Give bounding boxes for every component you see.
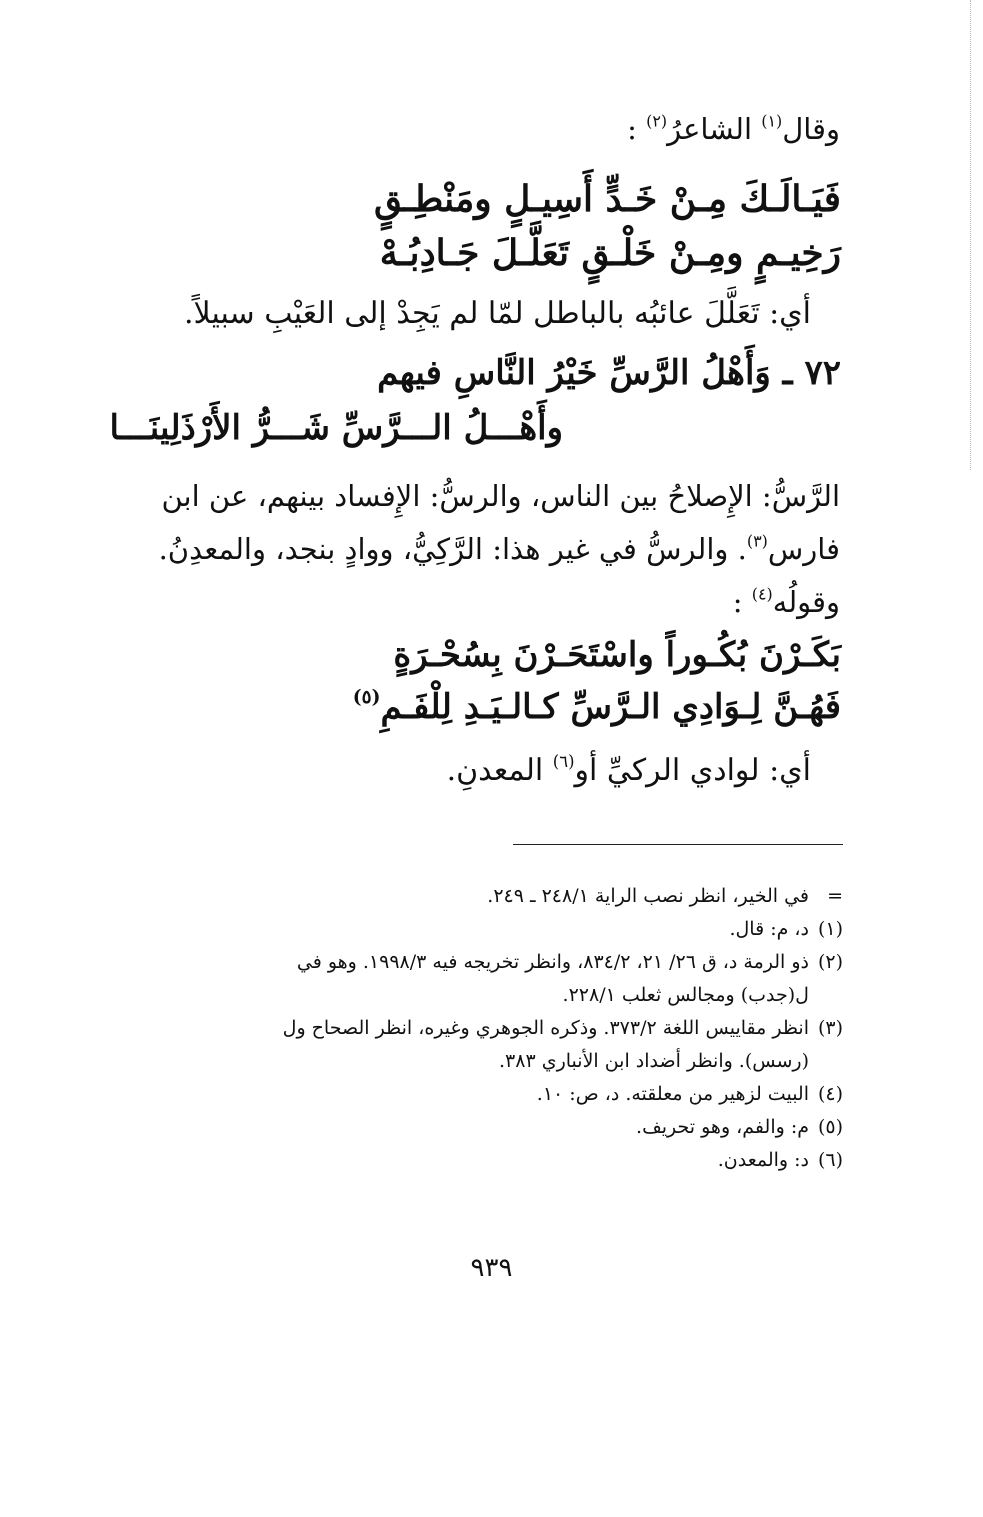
commentary-paragraph <box>140 470 840 629</box>
footnote-row: م: والفم، وهو تحريف. <box>636 1116 809 1138</box>
footnote-number: (٤) <box>817 1083 843 1105</box>
verse-2-first-hemistich: بَكَـرْنَ بُكُـوراً واسْتَحَـرْنَ بِسُحْـرَةٍ <box>393 635 841 675</box>
footnote-text <box>138 1078 809 1111</box>
commentary-row-3-start: وقولُه <box>772 585 840 619</box>
footnote-row: ذو الرمة د، ق ٢٦/ ٢١، ٨٣٤/٢، وانظر تخريجه فيه ١٩٩٨/٣. وهو في <box>296 951 809 973</box>
entry-72-first-hemistich: ٧٢ ـ وَأَهْلُ الرَّسِّ خَيْرُ النَّاسِ فيهم <box>377 353 841 393</box>
intro-suffix: : <box>627 112 647 146</box>
verse-2-second-hemistich <box>353 687 841 727</box>
footnote-number: (١) <box>817 918 843 940</box>
footnote-row: في الخير، انظر نصب الراية ٢٤٨/١ ـ ٢٤٩. <box>487 885 809 907</box>
commentary-row-2 <box>140 523 840 576</box>
entry-72-second-hemistich: وأَهْـــلُ الـــرَّسِّ شَـــرُّ الأَرْذَلِينَـــا <box>109 408 563 448</box>
commentary-row-3-end: : <box>732 585 752 619</box>
footnote-text <box>138 1144 809 1177</box>
footnote-1 <box>138 913 843 946</box>
footnote-text <box>138 1111 809 1144</box>
footnote-6 <box>138 1144 843 1177</box>
commentary-row-1: الرَّسُّ: الإِصلاحُ بين الناس، والرسُّ: الإِفساد بينهم، عن ابن <box>161 479 840 513</box>
footnote-row: انظر مقاييس اللغة ٣٧٣/٢. وذكره الجوهري وغيره، انظر الصحاح ول <box>282 1017 809 1039</box>
footnote-number: (٥) <box>817 1116 843 1138</box>
commentary-row-2-start: فارس <box>767 532 840 566</box>
footnote-text <box>138 946 809 1012</box>
gloss-2-end: المعدنِ. <box>446 753 553 788</box>
scan-edge-mark <box>970 0 971 470</box>
footnote-ref-1: (١) <box>761 111 783 131</box>
footnote-5 <box>138 1111 843 1144</box>
footnote-continued <box>138 880 843 913</box>
footnote-text <box>138 1012 809 1078</box>
footnote-row: ل(جدب) ومجالس ثعلب ٢٢٨/١. <box>562 984 809 1006</box>
footnote-3 <box>138 1012 843 1078</box>
footnote-ref-4: (٤) <box>751 584 773 604</box>
footnote-number: (٣) <box>817 1017 843 1039</box>
footnote-row: البيت لزهير من معلقته. د، ص: ١٠. <box>536 1083 809 1105</box>
intro-line <box>627 112 840 146</box>
gloss-2-start: أي: لوادي الركيِّ أو <box>574 753 811 788</box>
verse-1-first-hemistich: فَيَـالَـكَ مِـنْ خَـدٍّ أَسِيـلٍ ومَنْطِـقٍ <box>374 178 841 220</box>
footnote-row: د، م: قال. <box>729 918 809 940</box>
footnote-number: = <box>827 885 843 907</box>
footnote-ref-5: (٥) <box>352 686 381 709</box>
footnote-ref-2: (٢) <box>646 111 668 131</box>
intro-prefix: وقال <box>782 112 840 146</box>
footnote-number: (٦) <box>817 1149 843 1171</box>
gloss-2 <box>447 753 811 788</box>
footnote-separator <box>513 844 843 845</box>
gloss-1: أي: تَعَلَّلَ عائبُه بالباطل لمّا لم يَجِدْ إلى العَيْبِ سبيلاً. <box>184 296 811 331</box>
intro-middle: الشاعرُ <box>667 112 762 146</box>
footnote-ref-6: (٦) <box>552 751 575 771</box>
footnote-row: د: والمعدن. <box>717 1149 809 1171</box>
footnote-text <box>138 913 809 946</box>
verse-2-second-text: فَهُـنَّ لِـوَادِي الـرَّسِّ كـالـيَـدِ لِلْفَـمِ <box>380 687 841 727</box>
footnote-text <box>138 880 809 913</box>
footnote-2 <box>138 946 843 1012</box>
footnote-4 <box>138 1078 843 1111</box>
commentary-row-3 <box>140 576 840 629</box>
footnotes <box>138 880 843 1177</box>
verse-1-second-hemistich: رَخِيـمٍ ومِـنْ خَلْـقٍ تَعَلَّـلَ جَـادِبُـهْ <box>379 232 841 274</box>
page-number: ٩٣٩ <box>470 1253 513 1283</box>
commentary-row-2-end: . والرسُّ في غير هذا: الرَّكِيُّ، ووادٍ بنجد، والمعدِنُ. <box>158 532 747 566</box>
footnote-row: (رسس). وانظر أضداد ابن الأنباري ٣٨٣. <box>499 1050 809 1072</box>
footnote-ref-3: (٣) <box>746 531 768 551</box>
footnote-number: (٢) <box>817 951 843 973</box>
